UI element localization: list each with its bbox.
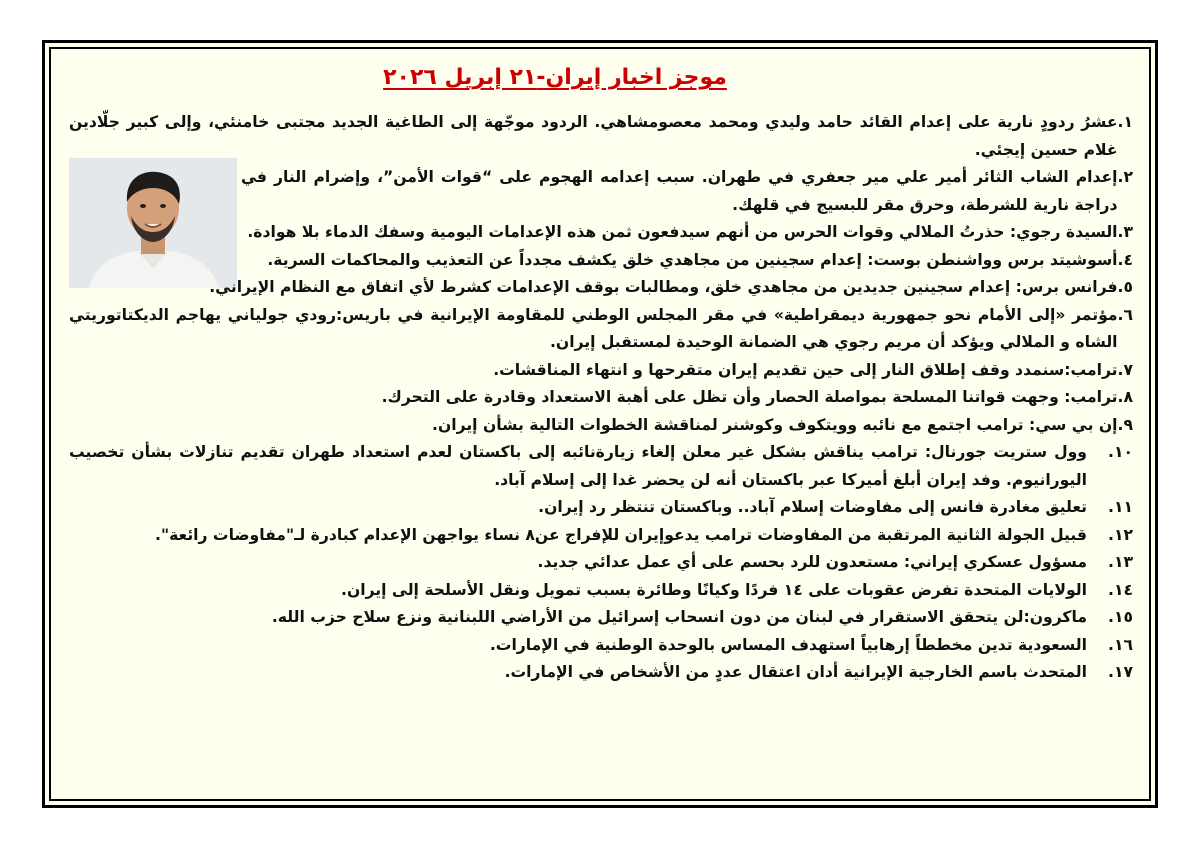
list-item (69, 604, 1133, 632)
item-number: ١٤. (1108, 580, 1133, 599)
item-text: ترامب:سنمدد وقف إطلاق النار إلى حين تقديم إيران متقرحها و انتهاء المناقشات. (493, 360, 1118, 379)
list-item (69, 357, 1133, 385)
item-number: ٨. (1117, 388, 1133, 406)
list-item (69, 522, 1133, 550)
item-text: أسوشيتد برس وواشنطن بوست: إعدام سجينين من مجاهدي خلق يكشف مجدداً عن التعذيب والمحاكمات السرية. (267, 250, 1118, 269)
item-text: عشرُ ردودٍ نارية على إعدام القائد حامد وليدي ومحمد معصومشاهي. الردود موجّهة إلى الطاغية الجديد مجتبى خامنئي، وإلى كبير جلّادين غلام حسين إيجئي. (69, 113, 1118, 159)
item-number: ١٠. (1108, 443, 1133, 461)
item-text: ماكرون:لن يتحقق الاستقرار في لبنان من دون انسحاب إسرائيل من الأراضي اللبنانية ونزع سلاح حزب الله. (271, 608, 1087, 626)
item-text: إن بي سي: ترامب اجتمع مع نائبه وويتكوف وكوشنر لمناقشة الخطوات التالية بشأن إيران. (432, 415, 1118, 434)
item-number: ١٥. (1108, 608, 1133, 626)
item-text: تعليق مغادرة فانس إلى مفاوضات إسلام آباد.. وباكستان تنتظر رد إيران. (538, 498, 1087, 516)
item-number: ٧. (1117, 360, 1133, 379)
document-frame (42, 40, 1158, 808)
list-item (69, 494, 1133, 522)
item-text: الولايات المتحدة تفرض عقوبات على ١٤ فردًا وكيانًا وطائرة بسبب تمويل ونقل الأسلحة إلى إيران. (341, 580, 1087, 599)
list-item (69, 247, 1133, 275)
list-item (69, 302, 1133, 357)
item-number: ١٣. (1108, 553, 1133, 571)
list-item (69, 384, 1133, 412)
list-item (69, 439, 1133, 494)
list-item (69, 109, 1133, 164)
list-item (69, 219, 1133, 247)
item-number: ٢. (1117, 168, 1133, 186)
page-title (345, 65, 765, 90)
item-text: فرانس برس: إعدام سجينين جديدين من مجاهدي خلق، ومطالبات بوقف الإعدامات كشرط لأي اتفاق مع النظام الإيراني. (209, 278, 1118, 296)
item-number: ٥. (1117, 278, 1133, 296)
item-text: قبيل الجولة الثانية المرتقبة من المفاوضات ترامب يدعوإيران للإفراج عن٨ نساء يواجهن الإعدام كبادرة لـ"مفاوضات رائعة". (155, 525, 1087, 544)
list-item (69, 412, 1133, 440)
item-number: ١٢. (1108, 525, 1133, 544)
list-item (69, 632, 1133, 660)
item-number: ١٦. (1108, 635, 1133, 654)
list-item (69, 274, 1133, 302)
item-number: ٦. (1117, 305, 1133, 324)
title-text: موجز اخبار إيران-٢١ إبريل ٢٠٢٦ (383, 65, 727, 90)
list-item (69, 659, 1133, 687)
list-item (69, 577, 1133, 605)
item-number: ١٧. (1108, 663, 1133, 681)
item-number: ١١. (1108, 498, 1133, 516)
news-list (69, 109, 1133, 687)
item-number: ٤. (1117, 250, 1133, 269)
item-text: مسؤول عسكري إيراني: مستعدون للرد بحسم على أي عمل عدائي جديد. (537, 553, 1087, 571)
item-text: ترامب: وجهت قواتنا المسلحة بمواصلة الحصار وأن تظل على أهبة الاستعداد وقادرة على التحرك. (381, 388, 1118, 406)
item-number: ٩. (1117, 415, 1133, 434)
item-number: ٣. (1117, 223, 1133, 241)
list-item (69, 549, 1133, 577)
item-text: السعودية تدين مخططاً إرهابياً استهدف المساس بالوحدة الوطنية في الإمارات. (489, 635, 1087, 654)
list-item (69, 164, 1133, 219)
item-text: السيدة رجوي: حذرتُ الملالي وقوات الحرس من أنهم سيدفعون ثمن هذه الإعدامات اليومية وسفك الدماء بلا هوادة. (247, 223, 1118, 241)
item-text: مؤتمر «إلى الأمام نحو جمهورية ديمقراطية» في مقر المجلس الوطني للمقاومة الإيرانية في باريس:رودي جولياني يهاجم الديكتاتوريتي الشاه و الملالي ويؤكد أن مريم رجوي هي الضمانة الوحيدة لمستقبل إيران. (69, 305, 1118, 351)
item-text: المتحدث باسم الخارجية الإيرانية أدان اعتقال عددٍ من الأشخاص في الإمارات. (504, 663, 1087, 681)
item-text: وول ستريت جورنال: ترامب يناقش بشكل غير معلن إلغاء زيارةنائبه إلى باكستان لعدم استعداد طهران تقديم تنازلات بشأن تخصيب اليورانيوم. وفد إيران أبلغ أميركا عبر باكستان أنه لن يحضر غدا إلى إسلام آباد. (69, 443, 1087, 489)
item-text: إعدام الشاب الثائر أمير علي مير جعفري في طهران. سبب إعدامه الهجوم على “قوات الأمن”، وإضرام النار في دراجة نارية للشرطة، وحرق مقر للبسيج في قلهك. (241, 168, 1118, 214)
item-number: ١. (1117, 113, 1133, 131)
